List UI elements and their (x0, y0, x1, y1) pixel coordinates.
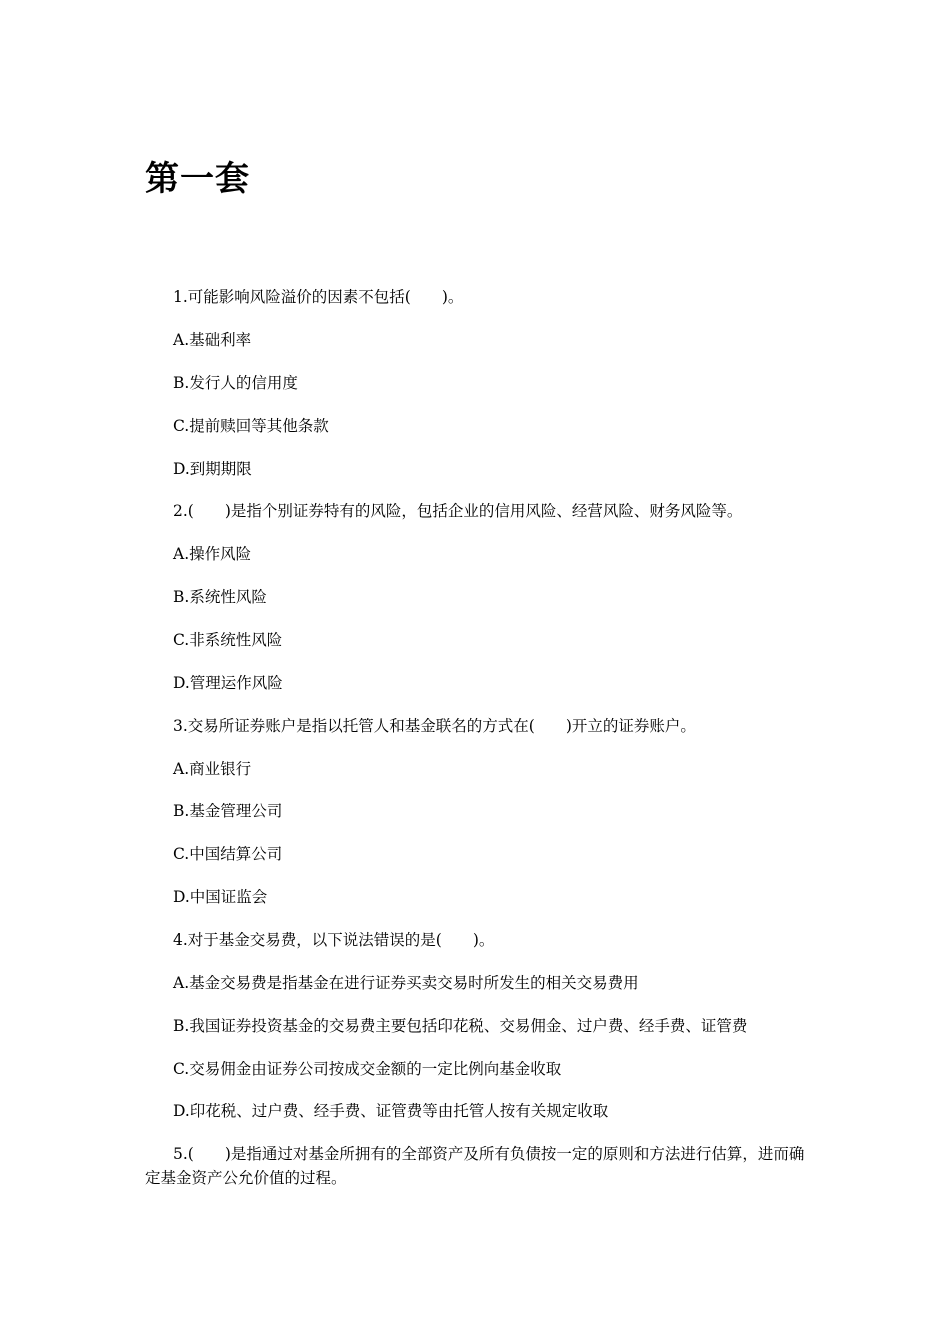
document-title: 第一套 (145, 159, 250, 199)
question-4-option-a: A.基金交易费是指基金在进行证券买卖交易时所发生的相关交易费用 (173, 974, 639, 992)
question-2-option-a: A.操作风险 (173, 545, 252, 563)
question-3-stem: 3.交易所证券账户是指以托管人和基金联名的方式在( )开立的证券账户。 (173, 717, 696, 735)
question-4-stem: 4.对于基金交易费，以下说法错误的是( )。 (173, 931, 495, 949)
question-4-option-c: C.交易佣金由证券公司按成交金额的一定比例向基金收取 (173, 1060, 562, 1078)
question-1-option-c: C.提前赎回等其他条款 (173, 417, 329, 435)
question-3-option-d: D.中国证监会 (173, 888, 268, 906)
question-1-option-d: D.到期期限 (173, 460, 252, 478)
question-1-option-b: B.发行人的信用度 (173, 374, 298, 392)
question-2-option-b: B.系统性风险 (173, 588, 267, 606)
question-4-option-d: D.印花税、过户费、经手费、证管费等由托管人按有关规定收取 (173, 1102, 609, 1120)
question-1-option-a: A.基础利率 (173, 331, 252, 349)
question-1-stem: 1.可能影响风险溢价的因素不包括( )。 (173, 288, 464, 306)
question-2-stem: 2.( )是指个别证券特有的风险，包括企业的信用风险、经营风险、财务风险等。 (173, 502, 743, 520)
question-3-option-c: C.中国结算公司 (173, 845, 283, 863)
question-5-stem: 5.( )是指通过对基金所拥有的全部资产及所有负债按一定的原则和方法进行估算，进而确定基金资产公允价值的过程。 (145, 1145, 805, 1187)
question-3-option-a: A.商业银行 (173, 760, 252, 778)
question-4-option-b: B.我国证券投资基金的交易费主要包括印花税、交易佣金、过户费、经手费、证管费 (173, 1017, 748, 1035)
question-2-option-c: C.非系统性风险 (173, 631, 283, 649)
question-3-option-b: B.基金管理公司 (173, 802, 283, 820)
question-2-option-d: D.管理运作风险 (173, 674, 283, 692)
